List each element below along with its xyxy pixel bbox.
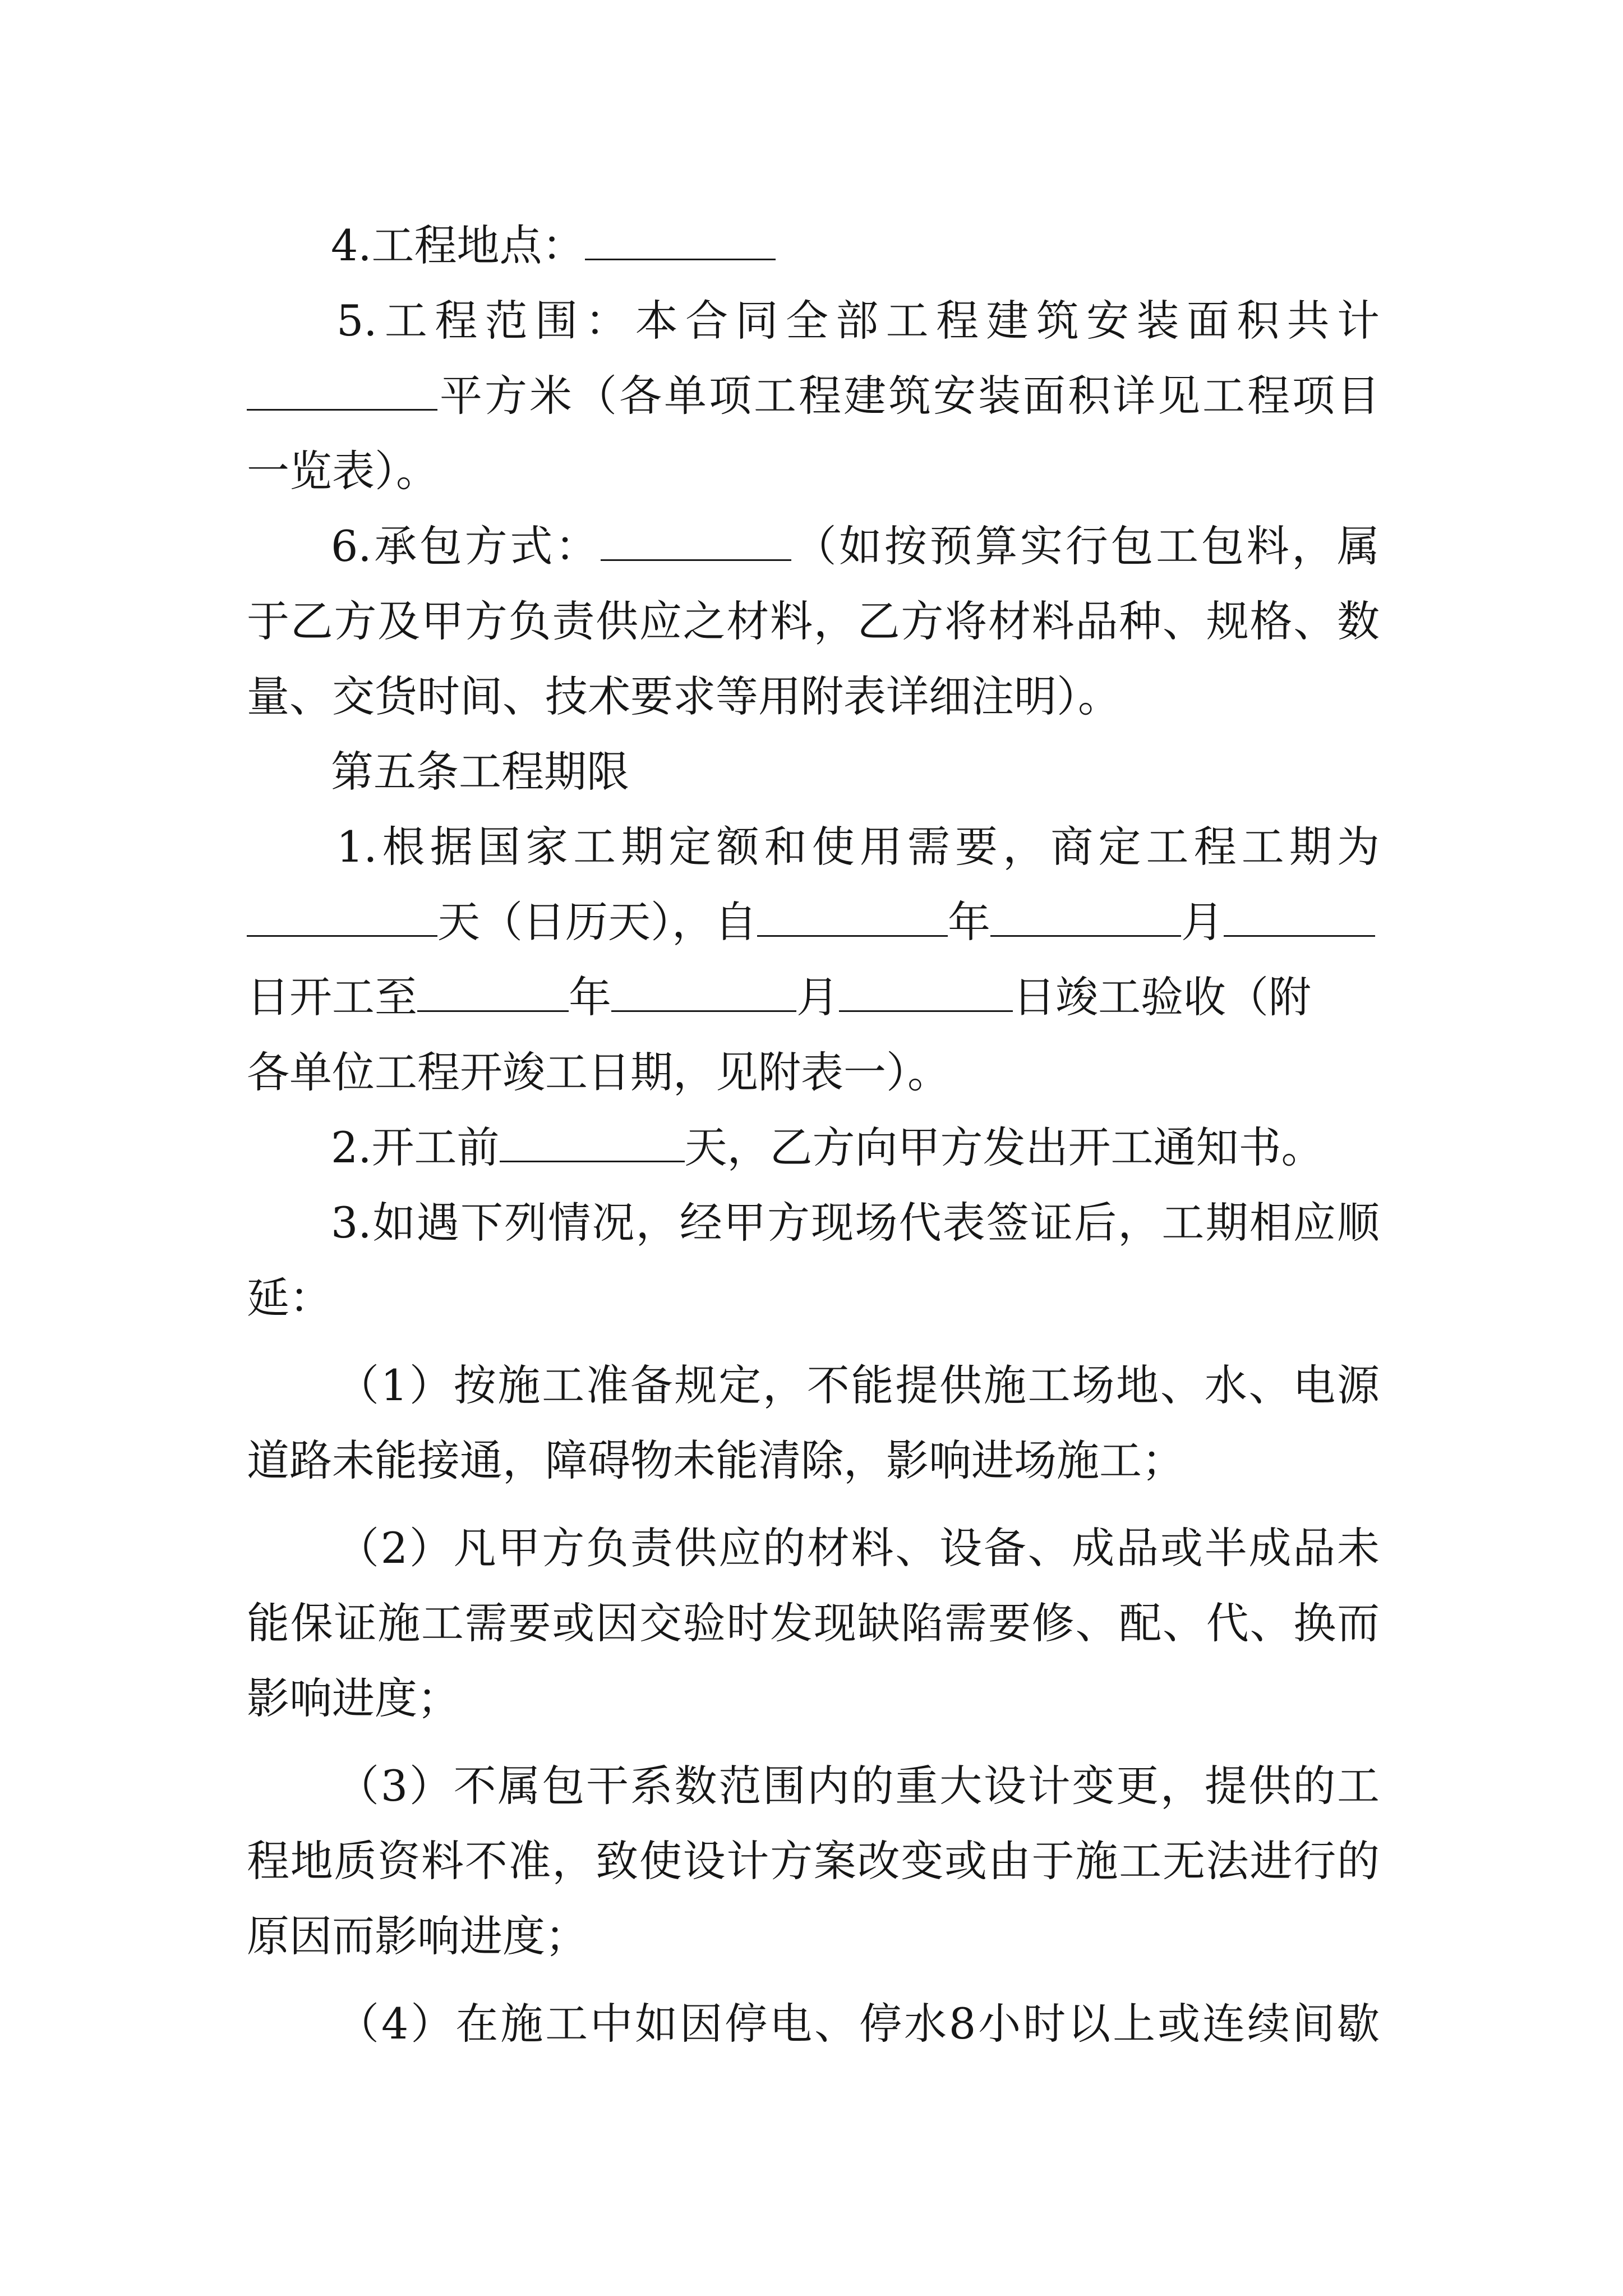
contract-method-note: （如按预算实行包工包料，属 (791, 521, 1380, 571)
extension-line-2: 延： (247, 1273, 332, 1323)
item-4-line-1: （4）在施工中如因停电、停水8小时以上或连续间歇 (336, 1999, 1380, 2049)
building-area-blank[interactable] (247, 372, 437, 411)
project-scope-line-1: 5.工程范围：本合同全部工程建筑安装面积共计 (336, 296, 1380, 346)
start-to-label: 日开工至 (247, 972, 417, 1022)
contract-method-blank[interactable] (601, 522, 791, 561)
item-1-line-1: （1）按施工准备规定，不能提供施工场地、水、电源 (336, 1360, 1380, 1410)
start-month-blank[interactable] (990, 898, 1181, 937)
pre-start-label: 2.开工前 (331, 1122, 500, 1172)
item-2-line-1: （2）凡甲方负责供应的材料、设备、成品或半成品未 (336, 1523, 1380, 1573)
duration-line-1: 1.根据国家工期定额和使用需要，商定工程工期为 (336, 822, 1380, 872)
item-2-line-3: 影响进度； (247, 1673, 460, 1723)
end-day-blank[interactable] (839, 973, 1013, 1012)
duration-days-text: 天（日历天），自 (437, 897, 757, 947)
item-1-line-2: 道路未能接通，障碍物未能清除，影响进场施工； (247, 1435, 1184, 1485)
project-scope-line-2 (247, 368, 1380, 424)
month-label: 月 (796, 972, 839, 1022)
month-label: 月 (1181, 897, 1224, 947)
project-scope-line-2-text: 平方米（各单项工程建筑安装面积详见工程项目 (437, 371, 1380, 421)
project-location-line (331, 218, 1340, 274)
end-month-blank[interactable] (611, 973, 796, 1012)
duration-line-4: 各单位工程开竣工日期，见附表一）。 (247, 1047, 950, 1097)
project-location-blank[interactable] (585, 222, 776, 260)
duration-line-3 (247, 969, 1380, 1025)
year-label: 年 (948, 897, 990, 947)
pre-start-notice-text: 天，乙方向甲方发出开工通知书。 (684, 1122, 1324, 1172)
project-scope-line-3: 一览表）。 (247, 446, 439, 496)
pre-start-notice-line (331, 1120, 1464, 1176)
article-five-heading: 第五条工程期限 (331, 747, 629, 797)
contract-method-line-2: 于乙方及甲方负责供应之材料，乙方将材料品种、规格、数 (247, 596, 1380, 646)
pre-start-days-blank[interactable] (500, 1124, 685, 1162)
extension-line-1: 3.如遇下列情况，经甲方现场代表签证后，工期相应顺 (331, 1198, 1380, 1248)
duration-days-blank[interactable] (247, 898, 437, 937)
item-2-line-2: 能保证施工需要或因交验时发现缺陷需要修、配、代、换而 (247, 1598, 1380, 1648)
contract-method-line-3: 量、交货时间、技术要求等用附表详细注明）。 (247, 671, 1121, 721)
item-3-line-1: （3）不属包干系数范围内的重大设计变更，提供的工 (336, 1761, 1380, 1811)
completion-label: 日竣工验收（附 (1013, 972, 1311, 1022)
contract-method-label: 6.承包方式： (331, 521, 601, 571)
duration-line-2 (247, 894, 1380, 950)
item-3-line-3: 原因而影响进度； (247, 1911, 588, 1961)
project-location-label: 4.工程地点： (331, 220, 585, 270)
contract-method-line-1 (331, 518, 1380, 574)
start-year-blank[interactable] (757, 898, 948, 937)
start-day-blank[interactable] (1224, 898, 1375, 937)
end-year-blank[interactable] (417, 973, 569, 1012)
year-label: 年 (569, 972, 611, 1022)
item-3-line-2: 程地质资料不准，致使设计方案改变或由于施工无法进行的 (247, 1836, 1380, 1886)
